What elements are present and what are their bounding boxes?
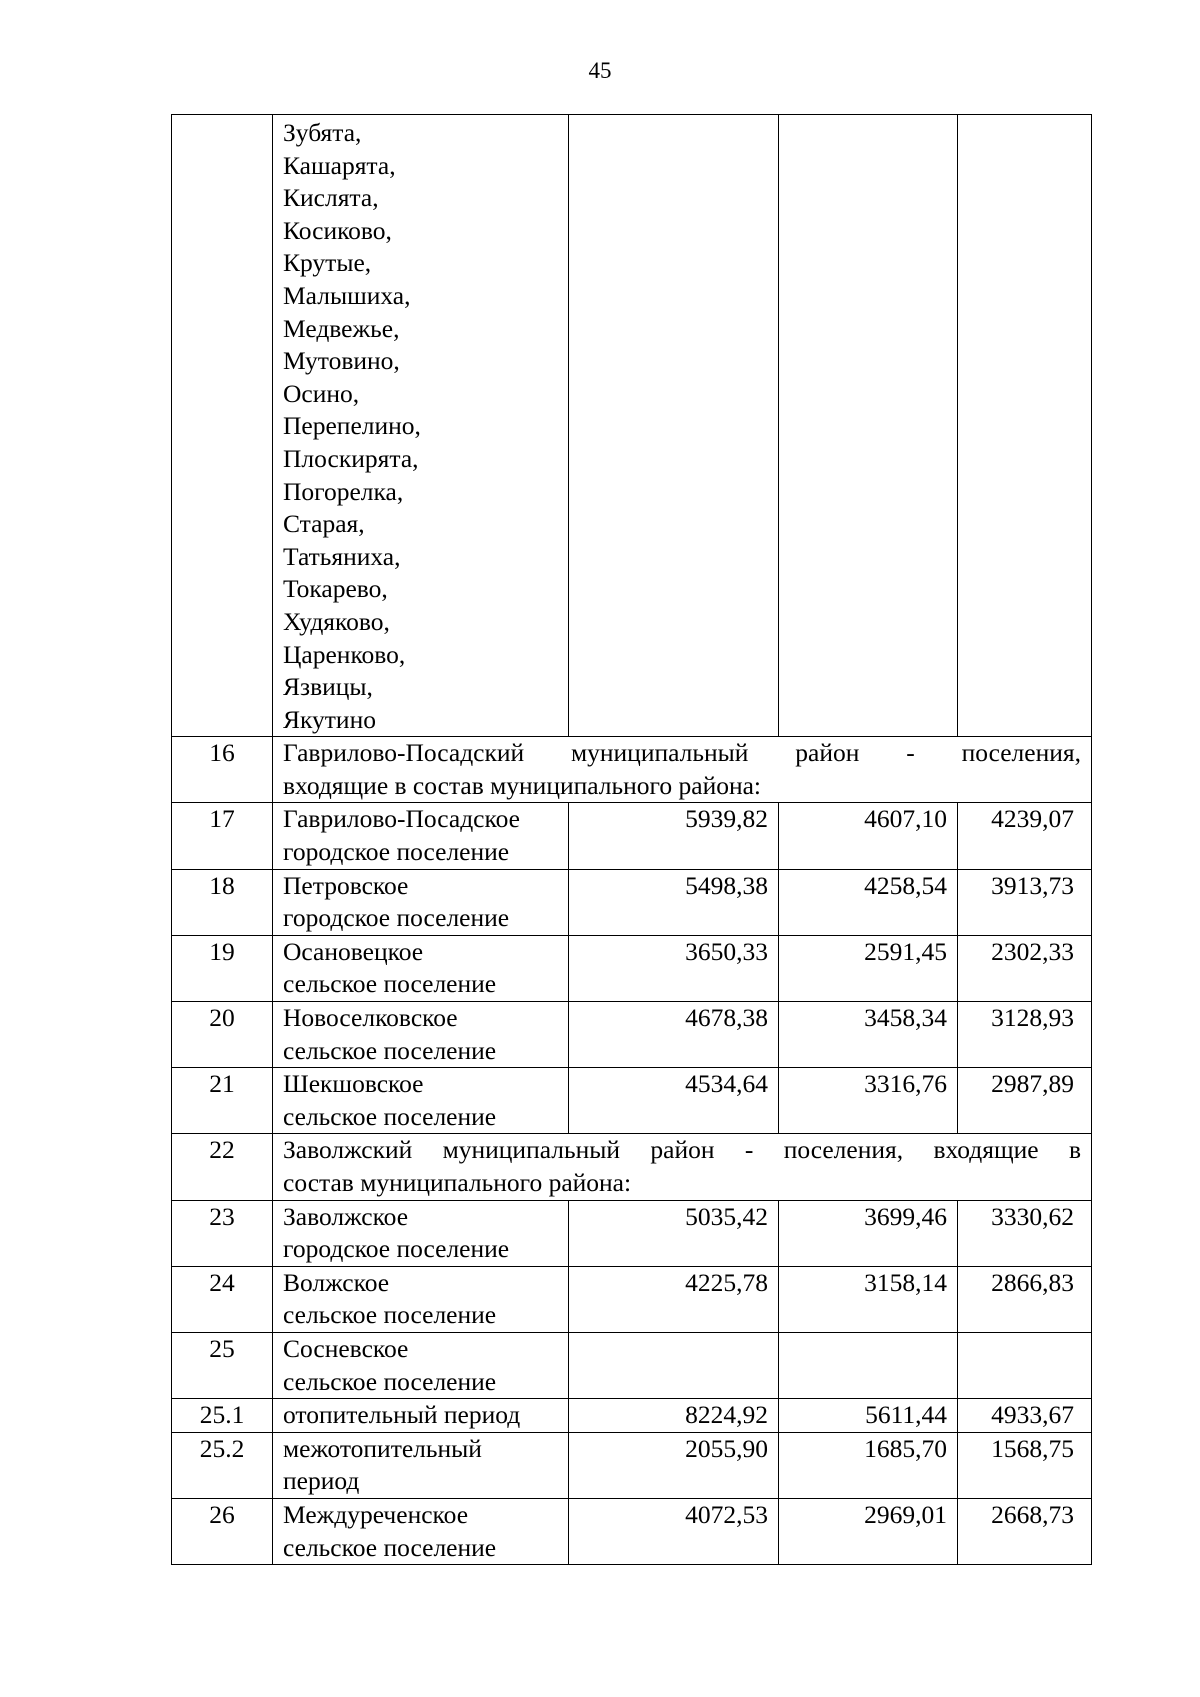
settlement-name — [273, 1266, 569, 1332]
village-name: Худяково, — [283, 606, 390, 636]
table-row — [172, 1332, 1092, 1398]
village-name: Царенково, — [283, 639, 406, 669]
tariff-value-text: 1568,75 — [991, 1433, 1074, 1463]
tariff-value-3 — [958, 1399, 1092, 1433]
tariff-value-3 — [958, 1200, 1092, 1266]
tariff-value-text: 4225,78 — [685, 1267, 768, 1297]
tariff-value-1 — [569, 1432, 779, 1498]
tariff-value-2 — [779, 803, 958, 869]
table-row — [172, 737, 1092, 803]
tariff-value-3 — [958, 803, 1092, 869]
row-number: 23 — [172, 1200, 273, 1266]
tariff-value-text: 3128,93 — [991, 1003, 1074, 1033]
settlement-name — [273, 869, 569, 935]
village-name: Татьяниха, — [283, 541, 401, 571]
settlement-name-line: сельское поселение — [283, 1532, 497, 1562]
tariff-value-3 — [958, 1266, 1092, 1332]
row-number: 20 — [172, 1002, 273, 1068]
table-row — [172, 1200, 1092, 1266]
heading-line: Гаврилово-Посадский муниципальный район - поселения, — [283, 738, 1081, 768]
village-name: Якутино — [283, 704, 376, 734]
heading-line: Заволжский муниципальный район - поселения, входящие в — [283, 1135, 1081, 1165]
village-name: Малышиха, — [283, 280, 411, 310]
tariff-value-text: 3650,33 — [685, 936, 768, 966]
tariff-value-1 — [569, 1200, 779, 1266]
row-number-cell — [172, 115, 273, 737]
settlement-name-line: период — [283, 1466, 360, 1496]
settlement-name — [273, 1002, 569, 1068]
tariff-value-1 — [569, 1332, 779, 1398]
settlement-name-line: сельское поселение — [283, 1366, 497, 1396]
value-cell — [779, 115, 958, 737]
village-name: Медвежье, — [283, 313, 400, 343]
row-number: 25.1 — [172, 1399, 273, 1433]
row-number: 25.2 — [172, 1432, 273, 1498]
settlement-name-line: сельское поселение — [283, 1101, 497, 1131]
tariff-value-1 — [569, 1068, 779, 1134]
tariff-value-2 — [779, 1498, 958, 1564]
tariff-value-1 — [569, 803, 779, 869]
row-number: 26 — [172, 1498, 273, 1564]
settlement-name-line: Петровское — [283, 870, 409, 900]
village-name: Кислята, — [283, 183, 379, 213]
tariff-value-text: 1685,70 — [864, 1433, 947, 1463]
village-name: Погорелка, — [283, 476, 404, 506]
settlement-name — [273, 1498, 569, 1564]
village-name: Плоскирята, — [283, 443, 419, 473]
tariff-value-text: 4258,54 — [864, 870, 947, 900]
settlement-name — [273, 1432, 569, 1498]
tariff-value-1 — [569, 869, 779, 935]
tariff-value-text: 3458,34 — [864, 1003, 947, 1033]
settlement-name-line: сельское поселение — [283, 1035, 497, 1065]
table-row — [172, 1068, 1092, 1134]
table-row — [172, 935, 1092, 1001]
tariff-value-text: 4933,67 — [991, 1400, 1074, 1430]
table-row-continuation — [172, 115, 1092, 737]
tariff-value-3 — [958, 1002, 1092, 1068]
tariff-value-1 — [569, 935, 779, 1001]
settlement-name-line: межотопительный — [283, 1433, 482, 1463]
table-row — [172, 1498, 1092, 1564]
tariff-value-text: 8224,92 — [685, 1400, 768, 1430]
tariff-value-text: 4678,38 — [685, 1003, 768, 1033]
village-list-cell — [273, 115, 569, 737]
tariff-value-text: 2591,45 — [864, 936, 947, 966]
row-number: 24 — [172, 1266, 273, 1332]
settlement-name-line: сельское поселение — [283, 1300, 497, 1330]
settlement-name — [273, 1200, 569, 1266]
tariff-value-2 — [779, 1266, 958, 1332]
settlement-name-line: Волжское — [283, 1267, 390, 1297]
table-row — [172, 1432, 1092, 1498]
village-name: Язвицы, — [283, 672, 373, 702]
tariff-value-2 — [779, 1432, 958, 1498]
tariff-value-text: 2866,83 — [991, 1267, 1074, 1297]
village-name: Косиково, — [283, 215, 392, 245]
table-row — [172, 869, 1092, 935]
table-row — [172, 803, 1092, 869]
row-number: 22 — [172, 1134, 273, 1200]
settlement-name — [273, 803, 569, 869]
tariff-table — [171, 114, 1092, 1565]
village-name: Токарево, — [283, 574, 388, 604]
heading-line: состав муниципального района: — [283, 1168, 632, 1197]
tariff-value-text: 2302,33 — [991, 936, 1074, 966]
settlement-name-line: Осановецкое — [283, 936, 424, 966]
table-row — [172, 1399, 1092, 1433]
village-name: Осино, — [283, 378, 360, 408]
tariff-value-1 — [569, 1498, 779, 1564]
row-number: 17 — [172, 803, 273, 869]
tariff-value-text: 2055,90 — [685, 1433, 768, 1463]
tariff-value-text: 3330,62 — [991, 1201, 1074, 1231]
tariff-value-1 — [569, 1266, 779, 1332]
settlement-name-line: городское поселение — [283, 837, 510, 867]
village-name: Крутые, — [283, 248, 372, 278]
settlement-name — [273, 935, 569, 1001]
settlement-name-line: отопительный период — [283, 1400, 521, 1430]
row-number: 18 — [172, 869, 273, 935]
settlement-name-line: Новоселковское — [283, 1003, 458, 1033]
heading-line: входящие в состав муниципального района: — [283, 770, 762, 800]
tariff-value-3 — [958, 935, 1092, 1001]
table-row — [172, 1266, 1092, 1332]
tariff-value-text: 2668,73 — [991, 1499, 1074, 1529]
tariff-value-text: 5611,44 — [865, 1400, 947, 1430]
settlement-name-line: Шекшовское — [283, 1069, 424, 1099]
row-number: 19 — [172, 935, 273, 1001]
page-number: 45 — [588, 58, 612, 83]
settlement-name-line: Гаврилово-Посадское — [283, 804, 520, 834]
tariff-value-text: 5939,82 — [685, 804, 768, 834]
tariff-value-text: 2969,01 — [864, 1499, 947, 1529]
village-name: Перепелино, — [283, 411, 421, 441]
tariff-value-3 — [958, 1498, 1092, 1564]
tariff-value-2 — [779, 935, 958, 1001]
tariff-value-3 — [958, 1068, 1092, 1134]
row-number: 16 — [172, 737, 273, 803]
settlement-name-line: Заволжское — [283, 1201, 409, 1231]
row-number: 25 — [172, 1332, 273, 1398]
tariff-value-3 — [958, 1432, 1092, 1498]
settlement-name — [273, 1399, 569, 1433]
settlement-name — [273, 1068, 569, 1134]
settlement-name — [273, 1332, 569, 1398]
tariff-value-2 — [779, 1068, 958, 1134]
tariff-value-text: 3316,76 — [864, 1069, 947, 1099]
tariff-value-3 — [958, 869, 1092, 935]
table-row — [172, 1134, 1092, 1200]
tariff-value-2 — [779, 1200, 958, 1266]
tariff-value-2 — [779, 1399, 958, 1433]
tariff-value-text: 4607,10 — [864, 804, 947, 834]
settlement-name-line: сельское поселение — [283, 969, 497, 999]
tariff-value-text: 2987,89 — [991, 1069, 1074, 1099]
tariff-value-2 — [779, 1332, 958, 1398]
tariff-value-1 — [569, 1002, 779, 1068]
settlement-name-line: Междуреченское — [283, 1499, 469, 1529]
tariff-value-text: 3158,14 — [864, 1267, 947, 1297]
tariff-value-3 — [958, 1332, 1092, 1398]
village-name: Мутовино, — [283, 346, 400, 376]
tariff-value-2 — [779, 869, 958, 935]
table-row — [172, 1002, 1092, 1068]
district-heading — [273, 737, 1092, 803]
tariff-value-text: 4534,64 — [685, 1069, 768, 1099]
district-heading — [273, 1134, 1092, 1200]
tariff-value-text: 5498,38 — [685, 870, 768, 900]
value-cell — [958, 115, 1092, 737]
village-name: Зубята, — [283, 118, 362, 147]
tariff-value-text: 4072,53 — [685, 1499, 768, 1529]
settlement-name-line: городское поселение — [283, 1234, 510, 1264]
tariff-value-text: 5035,42 — [685, 1201, 768, 1231]
tariff-value-1 — [569, 1399, 779, 1433]
tariff-value-2 — [779, 1002, 958, 1068]
settlement-name-line: Сосневское — [283, 1333, 409, 1363]
tariff-value-text: 3699,46 — [864, 1201, 947, 1231]
tariff-value-text: 4239,07 — [991, 804, 1074, 834]
village-name: Кашарята, — [283, 150, 396, 180]
settlement-name-line: городское поселение — [283, 903, 510, 933]
village-name: Старая, — [283, 509, 365, 539]
row-number: 21 — [172, 1068, 273, 1134]
tariff-value-text: 3913,73 — [991, 870, 1074, 900]
value-cell — [569, 115, 779, 737]
